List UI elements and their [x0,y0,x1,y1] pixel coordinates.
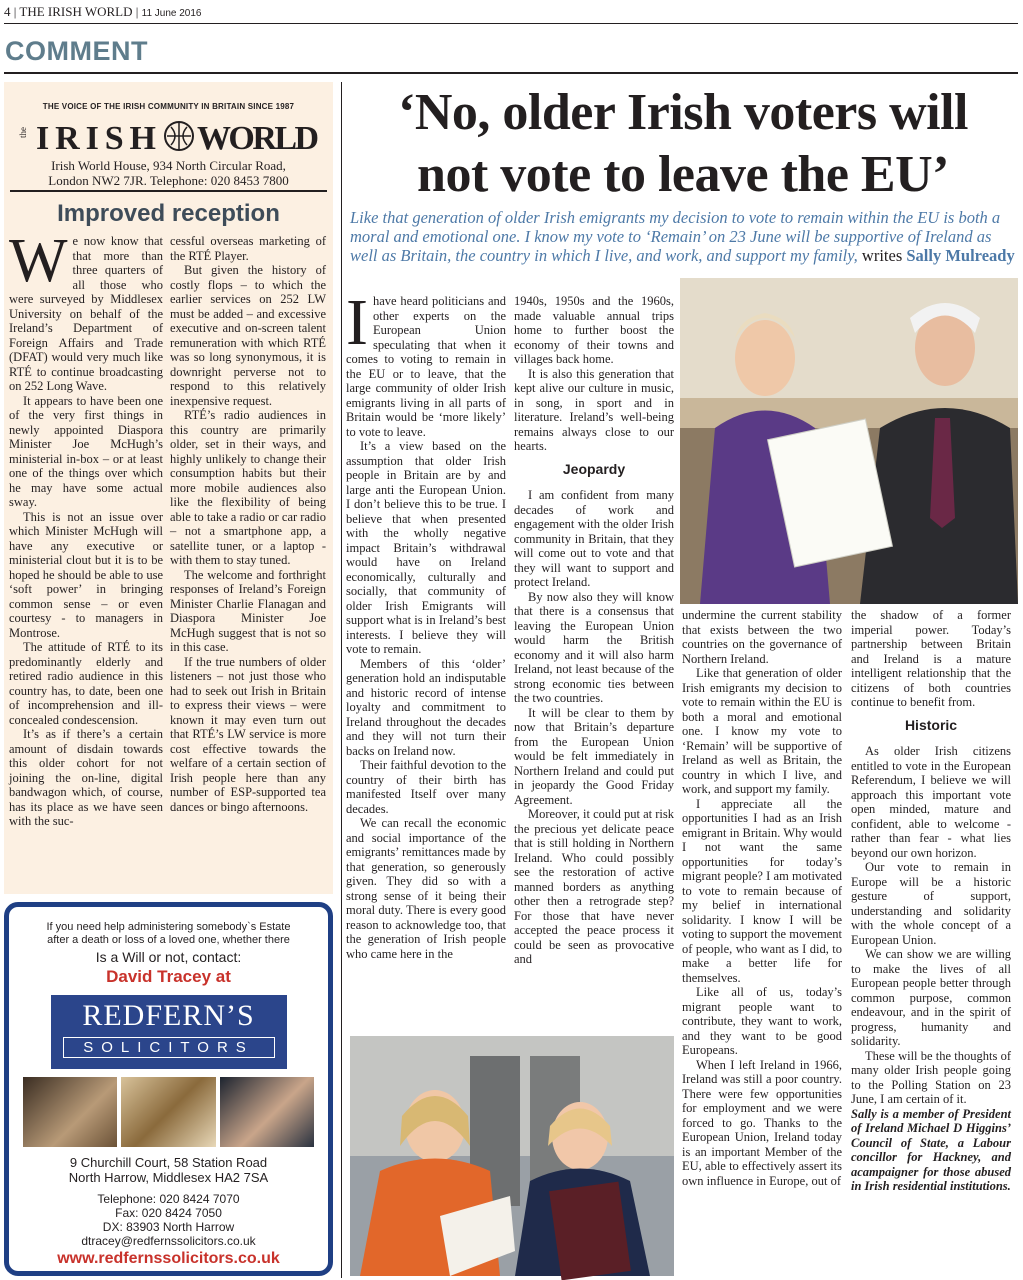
editorial-dropcap: W [9,227,68,295]
article-paragraph: Our vote to remain in Europe will be a historic gesture of support, understanding and solidarity with the whole concept of a European Union. [851,860,1011,947]
article-paragraph: We can recall the economic and social importance of the emigrants’ remittances made by that generation, so generously given. They did so with a strong sense of it being their moral duty. There is every good reason to acknowledge too, that the generation of Irish people who came here in the [346,816,506,961]
article-column-2 [514,294,674,967]
ad-photo-handshake [220,1077,314,1147]
ad-contact-name: David Tracey at [106,967,231,986]
folio-page: 4 [4,4,11,19]
subhead-historic: Historic [904,716,958,733]
author-name: Sally Mulready [906,246,1015,265]
article-paragraph: It will be clear to them by now that Britain’s departure from the European Union would be felt immediately in Northern Ireland and could put in jeopardy the Good Friday Agreement. [514,705,674,807]
ad-telephone: Telephone: 020 8424 7070 [97,1192,240,1206]
editorial-paragraph: RTÉ’s radio audiences in this country are primarily older, set in their ways, and highly unlikely to change their consumption habits but their more mobile audiences also like the flexibility of being able to take a radio or car radio – not a smartphone app, a satellite tuner, or a laptop - with them to stay tuned. [170,408,326,567]
ad-contact-details [9,1192,328,1248]
editorial-paragraph: If the true numbers of older listeners – not just those who had to seek out Irish in Britain to express their views – were known it may even turn out that RTÉ’s LW service is more cost effective towards the welfare of a certain section of Irish people here than any number of ESP-supported tea dances or bingo afternoons. [170,654,326,814]
address-line-2: London NW2 7JR. Telephone: 020 8453 7800 [48,173,289,188]
article-paragraph: These will be the thoughts of many older Irish people going to the Polling Station on 23 June, I am certain of it. [851,1048,1011,1106]
article-column-4 [851,608,1011,1194]
ad-image-strip [23,1077,314,1147]
ad-address-line-1: 9 Churchill Court, 58 Station Road [69,1155,268,1170]
section-label: COMMENT [5,36,148,66]
ad-website-link[interactable]: www.redfernssolicitors.co.uk [57,1250,280,1267]
folio-date: 11 June 2016 [141,8,202,19]
folio: 4 | THE IRISH WORLD | 11 June 2016 [4,4,202,19]
ad-photo-documents [23,1077,117,1147]
editorial-paragraph: The attitude of RTÉ to its predominantly elderly and retired radio audience in this country has, to date, been one of incomprehension and ill-concealed condescension. [9,640,163,727]
article-paragraph: When I left Ireland in 1966, Ireland was still a poor country. There were few opportunities for employment and we were forced to go. Thanks to the European Union, Ireland today is an important Member of the EU, able to effectively assert its own influence in Europe, out of [682,1057,842,1188]
editorial-paragraph: The welcome and forthright responses of Ireland’s Foreign Minister Charlie Flanagan and Diaspora Minister Joe McHugh suggest that is not so in this case. [170,567,326,654]
masthead-address [4,158,333,188]
editorial-paragraph: This is not an issue over which Minister McHugh will have any executive or ministerial clout but it is to be hoped he should be able to use ‘soft power’ in bringing common sense – or even courtesy - to managers in Montrose. [9,509,163,640]
ad-firm-logo [51,995,287,1069]
logo-irish: IRISH [36,120,156,157]
masthead-rule [10,190,327,192]
ad-firm-type: SOLICITORS [63,1037,275,1058]
photo-president-higgins [680,278,1018,604]
article-paragraph: I appreciate all the opportunities I had as an Irish emigrant in Britain. Why would I not want the same opportunities for today’s migrant people? I am motivated to vote to remain because of my belief in international solidarity. I know I will be voting to support the movement of people, who want as I did, to make a better life for themselves. [682,796,842,985]
article-column-1 [346,286,506,961]
subhead-jeopardy: Jeopardy [562,460,626,477]
article-paragraph: By now also they will know that there is a consensus that leaving the European Union would harm the British economy and it will also harm Ireland, not least because of the strong economic ties between the two countries. [514,589,674,705]
article-paragraph: I am confident from many decades of work and engagement with the older Irish community in Britain, that they will come out to vote and that they will want to support and protect Ireland. [514,488,674,589]
headline-line-1: ‘No, older Irish voters will [398,84,968,141]
column-divider [341,82,342,1278]
masthead-tagline: THE VOICE OF THE IRISH COMMUNITY IN BRITAIN SINCE 1987 [42,102,295,111]
ad-email-link[interactable]: dtracey@redfernssolicitors.co.uk [81,1234,256,1248]
ad-dx: DX: 83903 North Harrow [102,1220,235,1234]
section-rule [4,72,1018,74]
article-paragraph: It is also this generation that kept alive our culture in music, in song, in sport and in literature. Ireland’s well-being remains always close to our hearts. [514,366,674,453]
photo-campaigners [350,1036,674,1276]
article-paragraph: Their faithful devotion to the country of their birth has manifested Itself over many decades. [346,758,506,816]
article-standfirst [350,208,1018,265]
article-paragraph: Moreover, it could put at risk the precious yet delicate peace that is still holding in Northern Ireland. Who could possibly see the restoration of active manned borders as anything other then a retrograde step? For those that have never accepted the peace process it could be seen as provocative and [514,807,674,966]
editorial-headline: Improved reception [57,200,280,227]
editorial-paragraph: It appears to have been one of the very first things in newly appointed Diaspora Minister Joe McHugh’s ministerial in-box – or at least one of the things over which he may have some actual sway. [9,393,163,509]
article-paragraph: Like that generation of older Irish emigrants my decision to vote to remain within the EU is both a moral and emotional one. I know my vote to ‘Remain’ will be supportive of Ireland as well as Britain, the country in which I live, and work, and support my family. [682,666,842,796]
ad-intro: If you need help administering somebody`s Estate after a death or loss of a loved one, whether there [46,921,291,946]
headline-line-2: not vote to leave the EU’ [417,146,949,203]
article-paragraph: Ihave heard politicians and other experts on the European Union speculating that when it comes to voting to remain in the EU or to leave, that the large community of older Irish emigrants living in all parts of Britain would be ‘more likely’ to vote to leave. [346,286,506,439]
article-paragraph: the shadow of a former imperial power. Today’s partnership between Britain and Ireland is a mature intelligent relationship that the citizens of both countries continue to benefit from. [851,608,1011,709]
editorial-panel [4,82,333,894]
article-paragraph: undermine the current stability that exists between the two countries on the governance of Northern Ireland. [682,608,842,666]
editorial-paragraph: But given the history of costly flops – to which the earlier services on 252 LW must be added – and excessive executive and on-screen talent remuneration with which RTÉ was so long synonymous, it is downright perverse not to respond to this relatively inexpensive request. [170,263,326,408]
article-dropcap: I [346,286,368,359]
ad-will-line: Is a Will or not, contact: [95,949,242,965]
article-column-3 [682,608,842,1188]
ad-address [9,1155,328,1185]
ad-photo-pen [121,1077,215,1147]
ad-fax: Fax: 020 8424 7050 [115,1206,222,1220]
top-rule [4,23,1018,24]
article-paragraph: As older Irish citizens entitled to vote in the European Referendum, I believe we will approach this important vote open minded, mature and confident, able to welcome - rather than fear - what lies beyond our own horizon. [851,744,1011,860]
editorial-paragraph: It’s as if there’s a certain amount of disdain towards this older cohort for not joining the on-line, digital bandwagon which, of course, has its place as we have seen with the suc- [9,727,163,828]
editorial-column-1 [9,227,163,829]
article-paragraph: Like all of us, today’s migrant people want to contribute, they want to work, and they want to be good Europeans. [682,985,842,1057]
address-line-1: Irish World House, 934 North Circular Road, [51,158,286,173]
article-paragraph: It’s a view based on the assumption that older Irish people in Britain are by and large anti the European Union. I don’t believe this to be true. I believe that when presented with the wholly negative impact Britain’s withdrawal would have on Ireland economically, culturally and socially, that community of older Irish Emigrants will support what is in Ireland’s best interests. I believe they will vote to remain. [346,439,506,656]
article-paragraph: 1940s, 1950s and the 1960s, made valuable annual trips home to further boost the economy of their towns and villages back home. [514,294,674,366]
irish-world-logo [18,114,322,157]
ad-address-line-2: North Harrow, Middlesex HA2 7SA [68,1170,269,1185]
author-bio: Sally is a member of President of Ireland Michael D Higgins’ Council of State, a Labour concillor for Hackney, and acampaigner for those abused in Irish residential institutions. [851,1106,1011,1193]
article-headline [343,82,1023,206]
article-paragraph: We can show we are willing to make the lives of all European people better through common purpose, common endeavour, and in the spirit of progress, humanity and solidarity. [851,947,1011,1048]
logo-the: the [18,127,28,138]
article-paragraph: Members of this ‘older’ generation hold an indisputable and historic record of intense loyalty and commitment to Ireland throughout the decades and they will not turn their backs on Ireland now. [346,656,506,758]
logo-world: WORLD [197,120,319,157]
editorial-paragraph: cessful overseas marketing of the RTÉ Player. [170,234,326,263]
editorial-column-2 [170,234,326,814]
folio-paper: THE IRISH WORLD [19,4,133,19]
ad-firm-name: REDFERN’S [82,999,255,1032]
editorial-paragraph: We now know that that more than three quarters of all those who were surveyed by Middlesex University on behalf of the Ireland’s Department of Foreign Affairs and Trade (DFAT) would very much like RTÉ to continue broadcasting on 252 Long Wave. [9,227,163,393]
redferns-advert[interactable] [4,902,333,1276]
standfirst-writes: writes [857,246,907,265]
standfirst-text: Like that generation of older Irish emigrants my decision to vote to remain within the EU is both a moral and emotional one. I know my vote to ‘Remain’ on 23 June will be supportive of Ireland as well as Britain, the country in which I live, and work, and support my family, [350,208,1001,265]
